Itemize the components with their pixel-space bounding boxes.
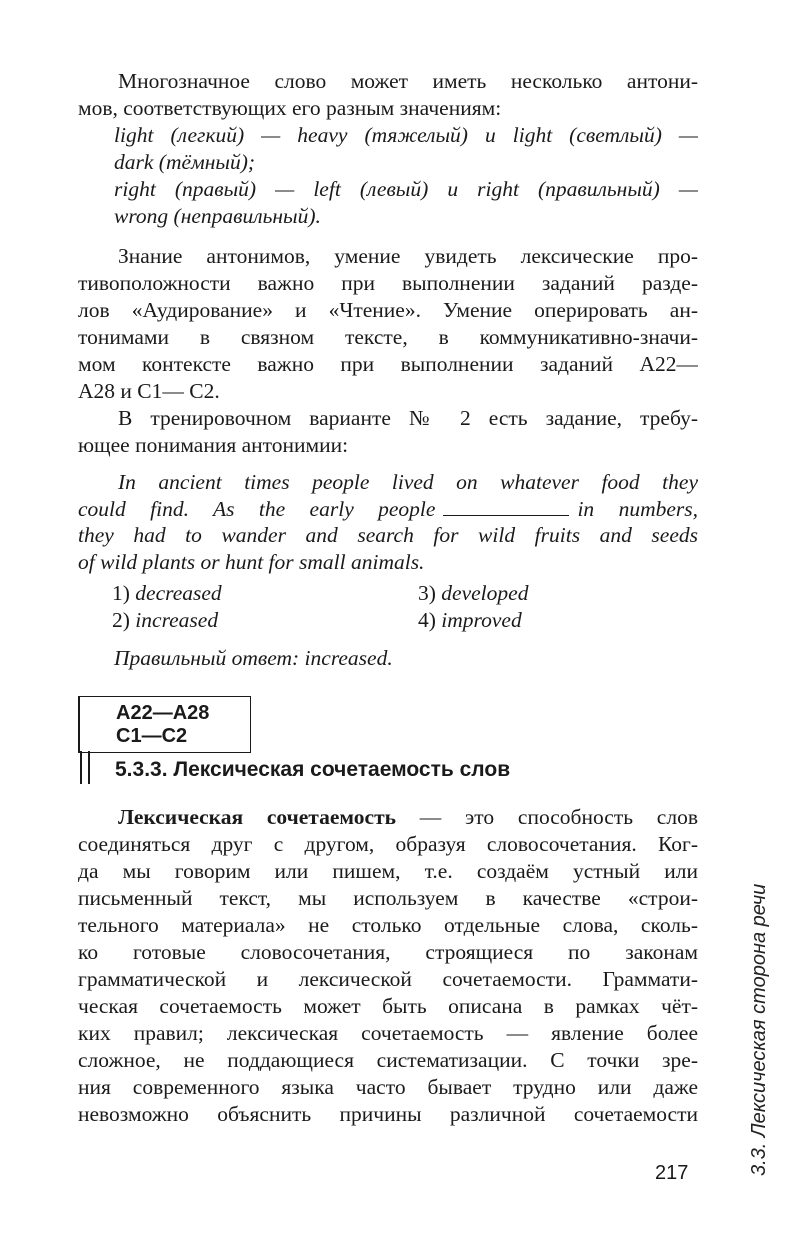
task-fragment: could find. As the early people (78, 496, 436, 521)
margin-rule (88, 751, 90, 784)
text-line: грамматической и лексической сочетаемости. Граммати- (78, 967, 698, 991)
text-line: да мы говорим или пишем, т.е. создаём устный или (78, 859, 698, 883)
text-line: мов, соответствующих его разным значениям: (78, 96, 502, 120)
running-head-vertical: 3.3. Лексическая сторона речи (748, 883, 770, 1176)
task-line: In ancient times people lived on whatever food they (118, 470, 698, 494)
text-line: ния современного языка часто бывает трудно или даже (78, 1075, 698, 1099)
example-line: dark (тёмный); (114, 150, 256, 174)
text-line: сложное, не поддающиеся систематизации. С точки зре- (78, 1048, 698, 1072)
option-4 (418, 607, 522, 634)
option-text: increased (135, 608, 219, 632)
answer-blank (443, 497, 569, 516)
option-text: decreased (135, 581, 222, 605)
task-fragment: in numbers, (577, 496, 698, 521)
paragraph-antonym-knowledge (78, 243, 698, 405)
option-number: 2) (112, 608, 130, 632)
text-line: ющее понимания антонимии: (78, 433, 349, 457)
text-line: невозможно объяснить причины различной сочетаемости (78, 1102, 698, 1126)
definition-start: — это способность слов (419, 805, 698, 829)
text-line (78, 804, 698, 831)
text-line: ко готовые словосочетания, строящиеся по законам (78, 940, 698, 964)
correct-answer: Правильный ответ: increased. (114, 646, 393, 670)
example-line: wrong (неправильный). (114, 204, 321, 228)
task-text (78, 469, 698, 575)
option-2 (112, 607, 218, 634)
text-line: ких правил; лексическая сочетаемость — явление более (78, 1021, 698, 1045)
intro-paragraph (78, 68, 698, 122)
code-line: С1—С2 (116, 725, 188, 747)
paragraph-training-variant (78, 405, 698, 459)
text-line: тивоположности важно при выполнении заданий разде- (78, 271, 698, 295)
section-heading: 5.3.3. Лексическая сочетаемость слов (115, 758, 511, 781)
example-line: right (правый) — left (левый) и right (правильный) — (114, 177, 698, 201)
exam-code-box (78, 696, 251, 753)
text-line: мом контексте важно при выполнении заданий А22— (78, 352, 698, 376)
option-1 (112, 580, 222, 607)
text-line: лов «Аудирование» и «Чтение». Умение оперировать ан- (78, 298, 698, 322)
option-text: developed (441, 581, 529, 605)
text-line: А28 и С1— С2. (78, 379, 220, 403)
margin-rule (80, 751, 82, 784)
option-text: improved (441, 608, 522, 632)
task-line (78, 496, 698, 523)
antonym-examples (78, 122, 698, 230)
option-number: 4) (418, 608, 436, 632)
text-line: Знание антонимов, умение увидеть лексические про- (118, 244, 698, 268)
text-line: Многозначное слово может иметь несколько антони- (118, 69, 698, 93)
text-line: В тренировочном варианте № 2 есть задание, требу- (118, 406, 698, 430)
term: Лексическая сочетаемость (118, 805, 396, 829)
option-3 (418, 580, 528, 607)
page-number: 217 (655, 1162, 689, 1184)
option-number: 3) (418, 581, 436, 605)
example-line: light (легкий) — heavy (тяжелый) и light (светлый) — (114, 123, 698, 147)
text-line: соединяться друг с другом, образуя словосочетания. Ког- (78, 832, 698, 856)
text-line: тельного материала» не столько отдельные слова, сколь- (78, 913, 698, 937)
code-line: А22—А28 (116, 702, 210, 724)
text-line: письменный текст, мы используем в качестве «строи- (78, 886, 698, 910)
option-number: 1) (112, 581, 130, 605)
body-paragraph (78, 804, 698, 1128)
text-line: тонимами в связном тексте, в коммуникативно-значи- (78, 325, 698, 349)
task-line: of wild plants or hunt for small animals. (78, 549, 425, 574)
text-line: ческая сочетаемость может быть описана в рамках чёт- (78, 994, 698, 1018)
task-line: they had to wander and search for wild fruits and seeds (78, 523, 698, 547)
